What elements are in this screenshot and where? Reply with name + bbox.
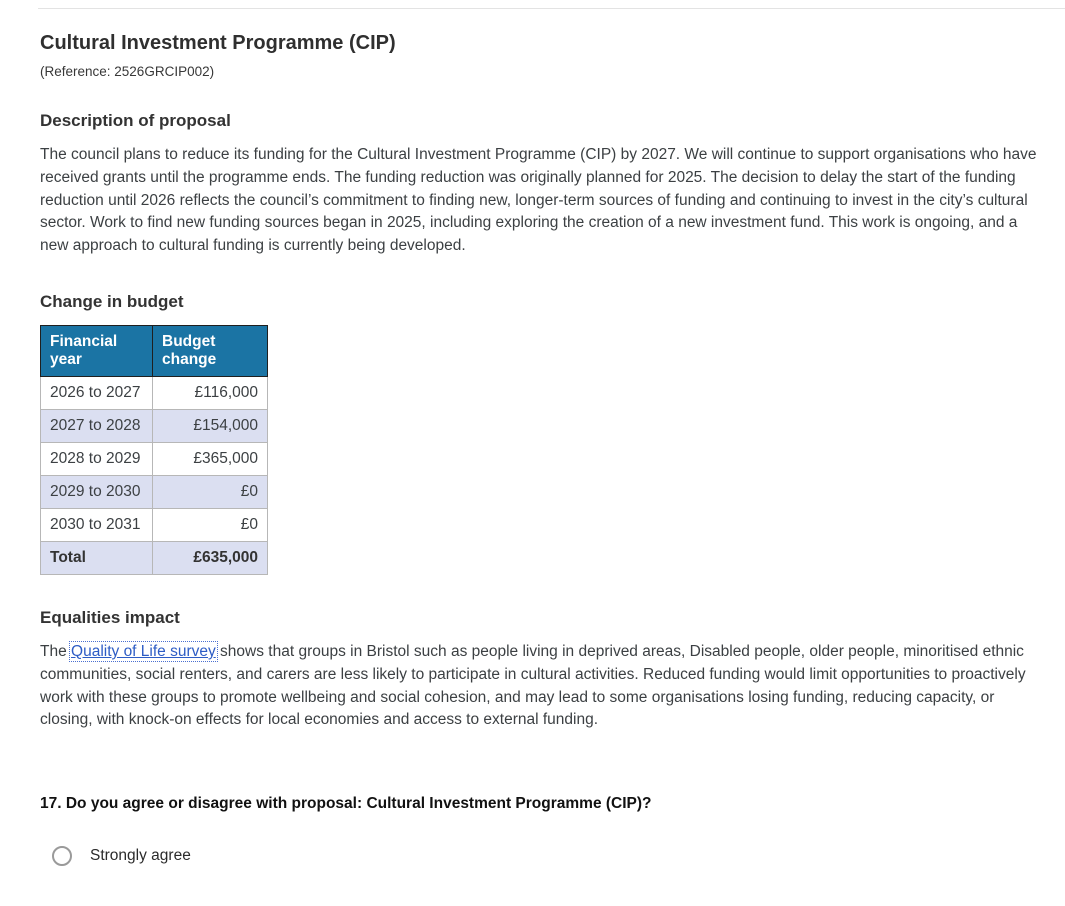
budget-table <box>40 325 268 575</box>
survey-page <box>0 8 1065 906</box>
table-row <box>41 376 268 409</box>
page-title: Cultural Investment Programme (CIP) <box>40 32 396 54</box>
table-row <box>41 475 268 508</box>
table-row <box>41 442 268 475</box>
equalities-paragraph <box>40 641 1038 732</box>
question-label: 17. Do you agree or disagree with proposal: Cultural Investment Programme (CIP)? <box>40 795 652 813</box>
section-heading-equalities: Equalities impact <box>40 607 180 627</box>
total-label-cell: Total <box>41 541 153 574</box>
proposal-section <box>0 31 1038 866</box>
financial-year-cell: 2028 to 2029 <box>41 442 153 475</box>
table-row <box>41 508 268 541</box>
section-heading-budget: Change in budget <box>40 291 184 311</box>
budget-change-cell: £154,000 <box>153 409 268 442</box>
financial-year-cell: 2029 to 2030 <box>41 475 153 508</box>
table-header-row <box>41 325 268 376</box>
description-paragraph: The council plans to reduce its funding for the Cultural Investment Programme (CIP) by 2027. We will continue to support organisations who have received grants until the programme ends. The funding reduction was originally planned for 2025. The decision to delay the start of the funding reduction until 2026 reflects the council’s commitment to finding new, longer-term sources of funding and continuing to invest in the city’s cultural sector. Work to find new funding sources began in 2025, including exploring the creation of a new investment fund. This work is ongoing, and a new approach to cultural funding is currently being developed. <box>40 146 1037 255</box>
reference-text: (Reference: 2526GRCIP002) <box>40 64 215 79</box>
radio-button-icon[interactable] <box>52 846 72 866</box>
table-row <box>41 409 268 442</box>
quality-of-life-survey-link[interactable]: Quality of Life survey <box>71 642 216 660</box>
table-header-budget-change: Budget change <box>153 325 268 376</box>
budget-change-cell: £0 <box>153 475 268 508</box>
financial-year-cell: 2026 to 2027 <box>41 376 153 409</box>
financial-year-cell: 2030 to 2031 <box>41 508 153 541</box>
radio-option-strongly-agree[interactable] <box>52 846 191 866</box>
total-value-cell: £635,000 <box>153 541 268 574</box>
top-divider <box>38 8 1065 9</box>
radio-option-label: Strongly agree <box>90 847 191 865</box>
equalities-text-after-link: shows that groups in Bristol such as people living in deprived areas, Disabled people, older people, minoritised ethnic communities, social renters, and carers are less likely to participate in cultural activities. Reduced funding would limit opportunities to proactively work with these groups to promote wellbeing and social cohesion, and may lead to some organisations losing funding, reducing capacity, or closing, with knock-on effects for local economies and access to external funding. <box>40 642 1026 729</box>
budget-change-cell: £0 <box>153 508 268 541</box>
table-total-row <box>41 541 268 574</box>
table-header-financial-year: Financial year <box>41 325 153 376</box>
section-heading-description: Description of proposal <box>40 111 231 130</box>
budget-change-cell: £116,000 <box>153 376 268 409</box>
equalities-text-before-link: The <box>40 642 72 660</box>
financial-year-cell: 2027 to 2028 <box>41 409 153 442</box>
budget-change-cell: £365,000 <box>153 442 268 475</box>
